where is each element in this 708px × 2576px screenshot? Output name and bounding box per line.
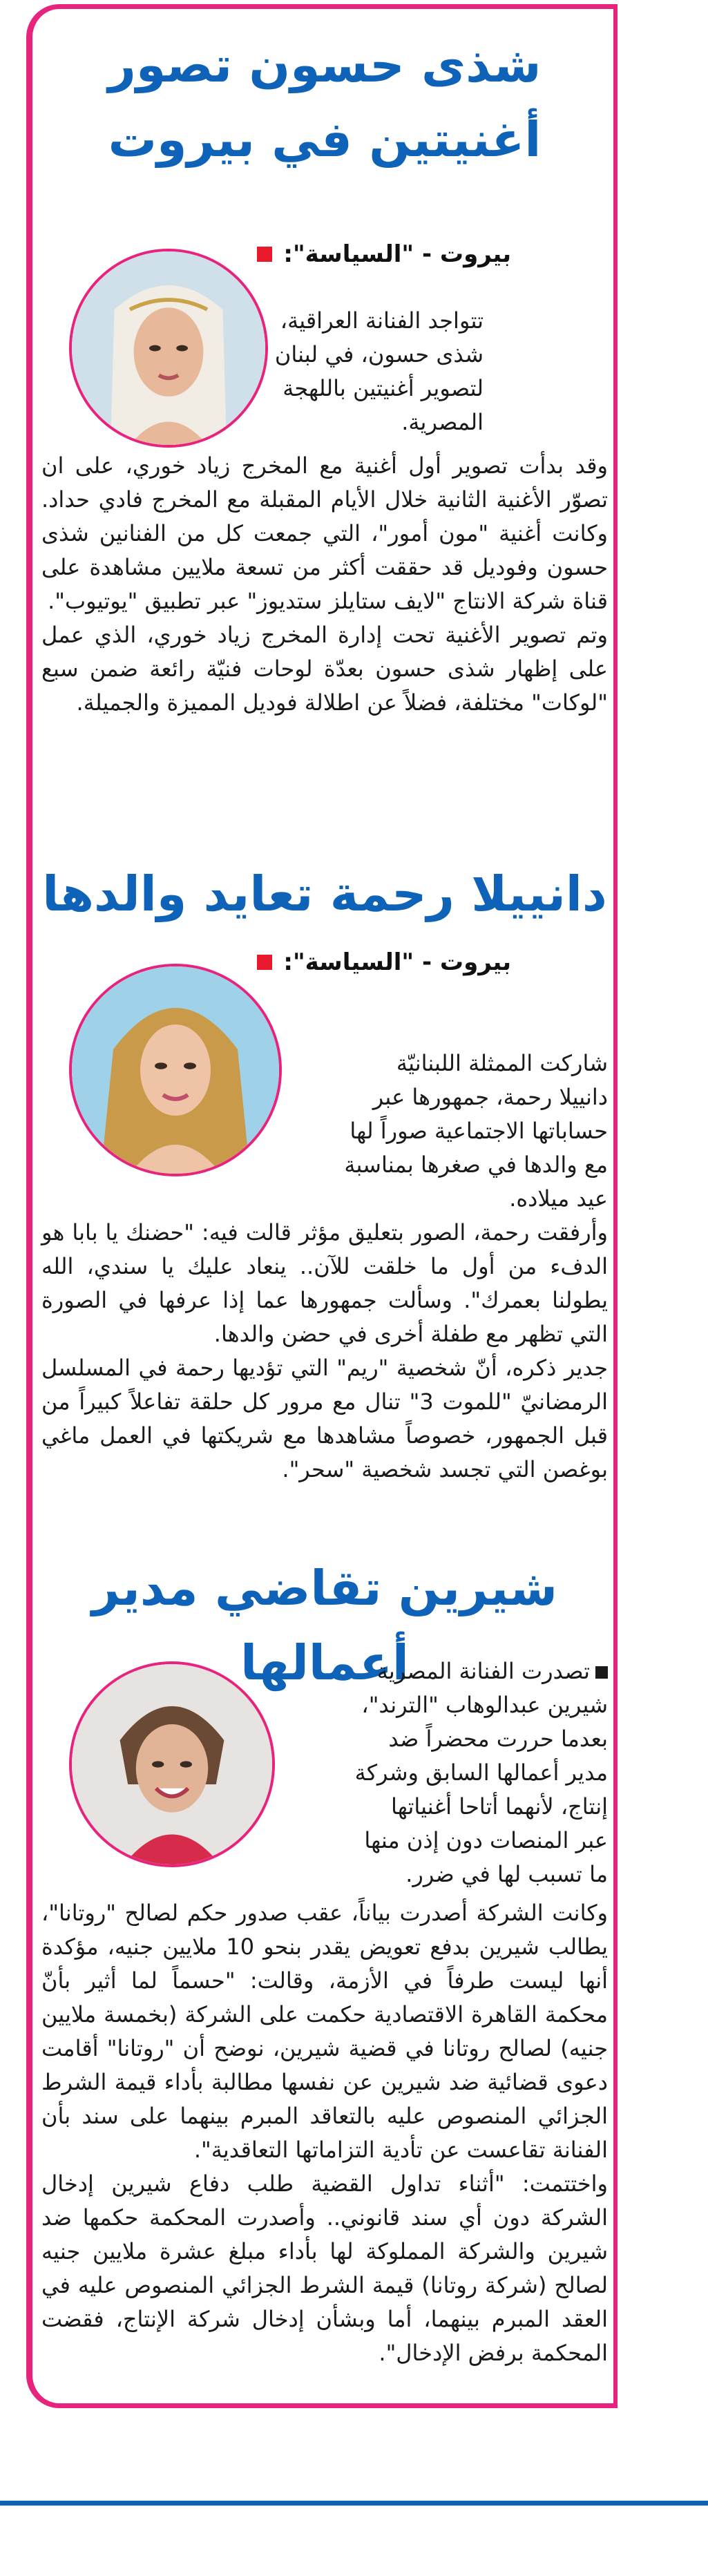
byline-square-icon: [257, 955, 272, 970]
article2-paragraph: جدير ذكره، أنّ شخصية "ريم" التي تؤديها رحمة في المسلسل الرمضانيّ "للموت 3" تنال مع مرور كل حلقة تفاعلاً كبيراً من قبل الجمهور، خصوصاً مشاهدها مع شريكتها في العمل ماغي بوغصن التي تجسد شخصية "سحر".: [41, 1355, 609, 1482]
article3-lead-line: ما تسبب لها في ضرر.: [405, 1861, 608, 1887]
article1-lead-line: المصرية.: [401, 409, 484, 435]
article2-paragraph: وأرفقت رحمة، الصور بتعليق مؤثر قالت فيه: "حضنك يا بابا هو الدفء من أول ما خلقت للآن.. ينعاد عليك يا سندي، الله يطولنا بعمرك". وسألت جمهورها عما إذا عرفها في الصورة التي تظهر مع طفلة أخرى في حضن والدها.: [41, 1219, 608, 1347]
portrait-image: [72, 966, 279, 1174]
article2-headline: دانييلا رحمة تعايد والدها: [42, 866, 607, 922]
article1-paragraph: وتم تصوير الأغنية تحت إدارة المخرج زياد خوري، الذي عمل على إظهار شذى حسون بعدّة لوحات فنيّة رائعة ضمن سبع "لوكات" مختلفة، فضلاً عن اطلالة فوديل المميزة والجميلة.: [41, 622, 608, 716]
article1-byline-text: بيروت - "السياسة":: [283, 240, 511, 268]
article1-lead-line: لتصوير أغنيتين باللهجة: [283, 375, 484, 401]
right-accent-rule: [613, 4, 618, 2408]
article1-byline: [257, 235, 511, 274]
article2-lead: [290, 1047, 608, 1216]
article3-lead-line: [283, 1654, 608, 1688]
article2-lead-line: مع والدها في صغرها بمناسبة: [344, 1152, 608, 1178]
article3-paragraph: وكانت الشركة أصدرت بياناً، عقب صدور حكم لصالح "روتانا"، يطالب شيرين بدفع تعويض يقدر بنحو 10 ملايين جنيه، مؤكدة أنها ليست طرفاً في الأزمة، وقالت: "حسماً لما أثير بأنّ محكمة القاهرة الاقتصادية حكمت على الشركة (بخمسة ملايين جنيه) لصالح روتانا في قضية شيرين، نوضح أن "روتانا" أقامت دعوى قضائية ضد شيرين عن نفسها مطالبة بأداء قيمة الشرط الجزائي المنصوص عليه بالتعاقد المبرم بينهما على سند بأن الفنانة تقاعست عن تأدية التزاماتها التعاقدية".: [41, 1900, 609, 2163]
article3-lead: [283, 1654, 608, 1891]
article1-lead-line: تتواجد الفنانة العراقية،: [280, 307, 484, 334]
article3-body: [41, 1896, 608, 2370]
article1-lead-line: شذى حسون، في لبنان: [274, 341, 484, 368]
article3-lead-line: شيرين عبدالوهاب "الترند"،: [361, 1692, 608, 1718]
article2-photo: [69, 964, 282, 1176]
article2-byline: [257, 943, 511, 982]
article2-lead-line: دانييلا رحمة، جمهورها عبر: [372, 1084, 608, 1110]
article2-lead-line: عيد ميلاده.: [509, 1185, 608, 1212]
article2-lead-line: حساباتها الاجتماعية صوراً لها: [350, 1118, 608, 1144]
footer-rule: [0, 2501, 708, 2506]
article3-lead-text: تصدرت الفنانة المصرية: [376, 1658, 590, 1684]
portrait-image: [72, 1664, 272, 1864]
article3-lead-line: مدير أعمالها السابق وشركة: [354, 1759, 608, 1786]
article3-lead-line: إنتاج، لأنهما أتاحا أغنياتها: [390, 1793, 608, 1820]
article3-paragraph: واختتمت: "أثناء تداول القضية طلب دفاع شيرين إدخال الشركة دون أي سند قانوني.. وأصدرت المحكمة حكمها ضد شيرين والشركة المملوكة لها بأداء مبلغ عشرة ملايين جنيه لصالح (شركة روتانا) قيمة الشرط الجزائي المنصوص عليه في العقد المبرم بينهما، أما وبشأن إدخال شركة الإنتاج، فقضت المحكمة برفض الإدخال".: [41, 2170, 608, 2366]
bullet-square-icon: [595, 1666, 608, 1679]
article1-headline-line2: أغنيتين في بيروت: [108, 111, 542, 168]
byline-square-icon: [257, 247, 272, 262]
article3-lead-line: عبر المنصات دون إذن منها: [364, 1827, 608, 1853]
article2-lead-line: شاركت الممثلة اللبنانيّة: [396, 1050, 608, 1076]
article2-byline-text: بيروت - "السياسة":: [283, 948, 511, 976]
article-shatha-hassoun: [41, 28, 608, 836]
article1-headline-line1: شذى حسون تصور: [108, 37, 542, 93]
article-daniella-rahme: [41, 857, 608, 1547]
article3-headline: شيرين تقاضي مدير أعمالها: [92, 1560, 557, 1691]
article1-body: [41, 449, 608, 720]
article1-headline: [41, 28, 608, 177]
article1-paragraph: وقد بدأت تصوير أول أغنية مع المخرج زياد خوري، على ان تصوّر الأغنية الثانية خلال الأيام المقبلة مع المخرج فادي حداد. وكانت أغنية "مون أمور"، التي جمعت كل من الفنانين شذى حسون وفوديل قد حققت أكثر من تسعة ملايين مشاهدة على قناة شركة الانتاج "لايف ستايلز ستديوز" عبر تطبيق "يوتيوب".: [41, 452, 608, 614]
article2-body: [41, 1216, 608, 1487]
article3-lead-line: بعدما حررت محضراً ضد: [388, 1726, 608, 1752]
article-sherine: [41, 1551, 608, 2401]
article3-photo: [69, 1661, 275, 1867]
article1-lead: [173, 304, 484, 439]
